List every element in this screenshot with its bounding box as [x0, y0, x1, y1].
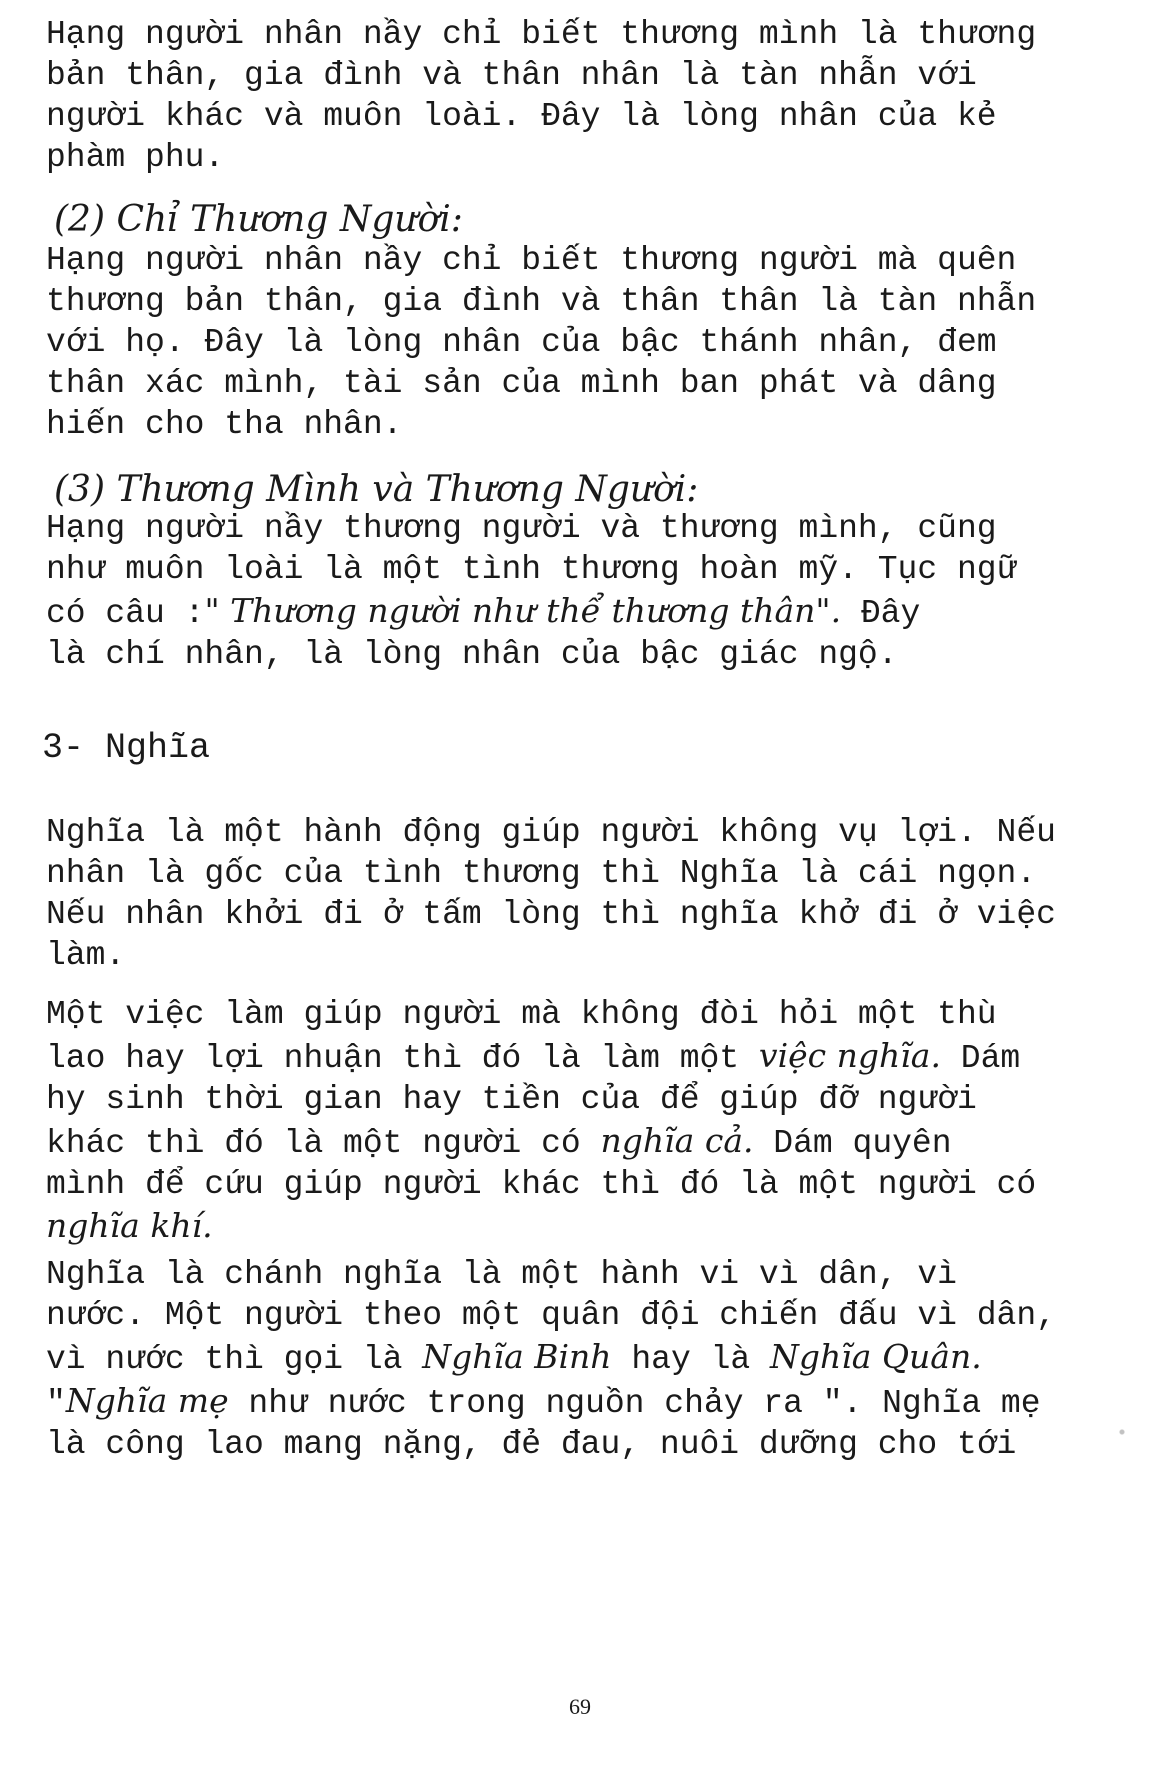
paragraph-line-pre: có câu :: [46, 595, 205, 632]
paragraph-line-post: như nước trong nguồn chảy ra ". Nghĩa mẹ: [228, 1385, 1041, 1422]
paragraph-line: thương bản thân, gia đình và thân thân là tàn nhẫn: [46, 283, 1037, 320]
paragraph-line: làm.: [46, 937, 126, 974]
paragraph-line-post: Dám quyên: [753, 1125, 952, 1162]
paragraph-line: mình để cứu giúp người khác thì đó là một người có: [46, 1166, 1037, 1203]
paragraph-line-mid: hay là: [611, 1341, 770, 1378]
emphasis-term: nghĩa khí.: [46, 1206, 213, 1245]
emphasis-term: Nghĩa Quân.: [770, 1337, 982, 1376]
page-number: 69: [569, 1694, 591, 1719]
paragraph-line-pre: lao hay lợi nhuận thì đó là làm một: [46, 1040, 759, 1077]
paragraph-line-post: Đây: [841, 595, 921, 632]
paragraph-line: thân xác mình, tài sản của mình ban phát và dâng: [46, 365, 997, 402]
paragraph-3: [46, 508, 1126, 675]
paragraph-line: phàm phu.: [46, 139, 225, 176]
paragraph-5: [46, 994, 1126, 1249]
paragraph-line: Hạng người nhân nầy chỉ biết thương mình là thương: [46, 16, 1037, 53]
paragraph-line: bản thân, gia đình và thân nhân là tàn nhẫn với: [46, 57, 977, 94]
paragraph-line: Nghĩa là một hành động giúp người không vụ lợi. Nếu: [46, 814, 1056, 851]
paragraph-line-post: Dám: [940, 1040, 1021, 1077]
paragraph-line: người khác và muôn loài. Đây là lòng nhân của kẻ: [46, 98, 997, 135]
emphasis-term: việc nghĩa.: [758, 1036, 941, 1075]
paragraph-line: hiến cho tha nhân.: [46, 406, 403, 443]
subheading-3: (3) Thương Mình và Thương Người:: [54, 469, 699, 510]
paragraph-line: Hạng người nhân nầy chỉ biết thương người mà quên: [46, 242, 1017, 279]
paragraph-line-pre: khác thì đó là một người có: [46, 1125, 601, 1162]
paragraph-line: Hạng người nầy thương người và thương mình, cũng: [46, 510, 997, 547]
paragraph-line: hy sinh thời gian hay tiền của để giúp đỡ người: [46, 1081, 977, 1118]
paragraph-line: nhân là gốc của tình thương thì Nghĩa là cái ngọn.: [46, 855, 1037, 892]
paragraph-2: [46, 240, 1126, 445]
paragraph-4: [46, 812, 1126, 976]
emphasis-term: Nghĩa mẹ: [65, 1381, 229, 1420]
paragraph-1: [46, 14, 1126, 178]
paragraph-line: với họ. Đây là lòng nhân của bậc thánh nhân, đem: [46, 324, 997, 361]
paragraph-line: Nghĩa là chánh nghĩa là một hành vi vì dân, vì: [46, 1256, 957, 1293]
subheading-2: (2) Chỉ Thương Người:: [54, 199, 463, 240]
quote-mark: ": [46, 1385, 66, 1422]
paragraph-line: Một việc làm giúp người mà không đòi hỏi một thù: [46, 996, 997, 1033]
paragraph-line: như muôn loài là một tình thương hoàn mỹ. Tục ngữ: [46, 551, 1017, 588]
paragraph-line: Nếu nhân khởi đi ở tấm lòng thì nghĩa khở đi ở việc: [46, 896, 1056, 933]
paragraph-line: là chí nhân, là lòng nhân của bậc giác ngộ.: [46, 636, 898, 673]
section-title: 3- Nghĩa: [42, 728, 211, 768]
emphasis-term: Nghĩa Binh: [422, 1337, 612, 1376]
scan-speck: [1115, 1425, 1129, 1439]
emphasis-term: nghĩa cả.: [600, 1121, 754, 1160]
paragraph-line: nước. Một người theo một quân đội chiến đấu vì dân,: [46, 1297, 1056, 1334]
paragraph-line-pre: vì nước thì gọi là: [46, 1341, 423, 1378]
proverb-quote: " Thương người như thể thương thân".: [204, 591, 842, 630]
paragraph-6: [46, 1254, 1126, 1465]
paragraph-line: là công lao mang nặng, đẻ đau, nuôi dưỡng cho tới: [46, 1426, 1017, 1463]
